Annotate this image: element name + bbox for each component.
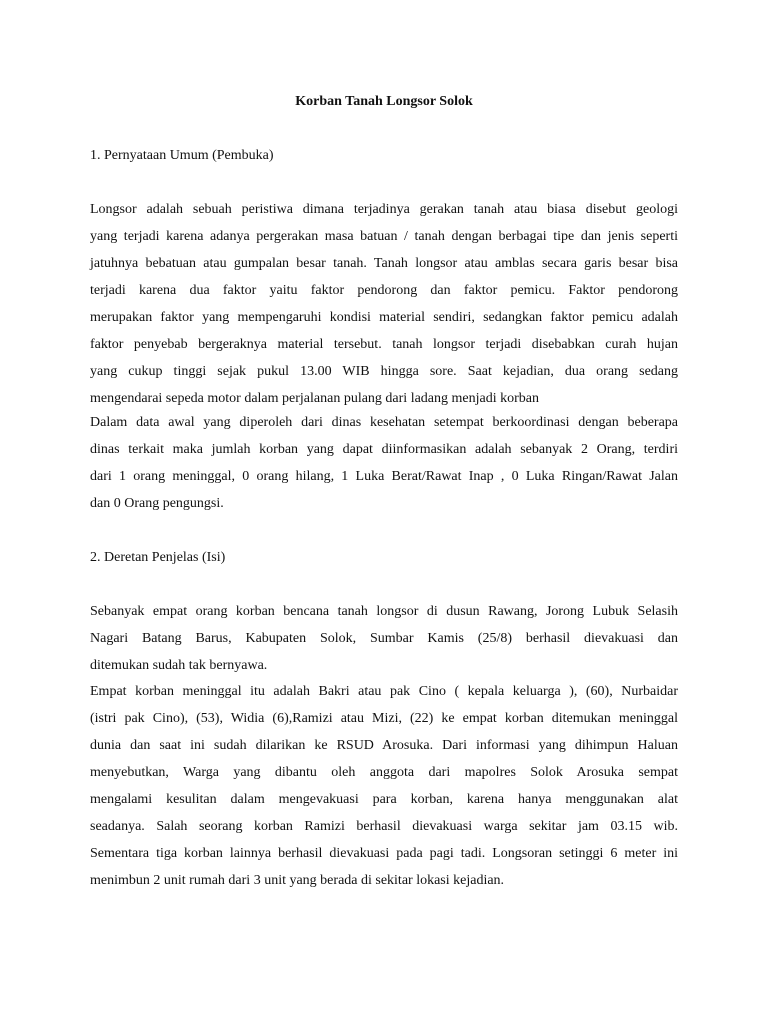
section-1-line: merupakan faktor yang mempengaruhi kondisi material sendiri, sedangkan faktor pemicu adalah: [90, 310, 678, 325]
section-1-line: mengendarai sepeda motor dalam perjalanan pulang dari ladang menjadi korban: [90, 391, 539, 406]
section-2-line: Sementara tiga korban lainnya berhasil dievakuasi pada pagi tadi. Longsoran setinggi 6 meter ini: [90, 846, 678, 861]
section-1-line: dari 1 orang meninggal, 0 orang hilang, 1 Luka Berat/Rawat Inap , 0 Luka Ringan/Rawat Jalan: [90, 469, 678, 484]
section-1-line: yang cukup tinggi sejak pukul 13.00 WIB hingga sore. Saat kejadian, dua orang sedang: [90, 364, 678, 379]
section-2-line: Sebanyak empat orang korban bencana tanah longsor di dusun Rawang, Jorong Lubuk Selasih: [90, 604, 678, 619]
section-1-line: Longsor adalah sebuah peristiwa dimana terjadinya gerakan tanah atau biasa disebut geologi: [90, 202, 678, 217]
section-2-line: dunia dan saat ini sudah dilarikan ke RSUD Arosuka. Dari informasi yang dihimpun Haluan: [90, 738, 678, 753]
section-2-line: menyebutkan, Warga yang dibantu oleh anggota dari mapolres Solok Arosuka sempat: [90, 765, 678, 780]
section-2-line: (istri pak Cino), (53), Widia (6),Ramizi atau Mizi, (22) ke empat korban ditemukan meninggal: [90, 711, 678, 726]
section-2-line: Nagari Batang Barus, Kabupaten Solok, Sumbar Kamis (25/8) berhasil dievakuasi dan: [90, 631, 678, 646]
section-2-heading: 2. Deretan Penjelas (Isi): [90, 550, 226, 565]
section-2-line: ditemukan sudah tak bernyawa.: [90, 658, 268, 673]
section-2-line: Empat korban meninggal itu adalah Bakri atau pak Cino ( kepala keluarga ), (60), Nurbaidar: [90, 684, 678, 699]
section-1-line: jatuhnya bebatuan atau gumpalan besar tanah. Tanah longsor atau amblas secara garis besar bisa: [90, 256, 678, 271]
section-1-line: Dalam data awal yang diperoleh dari dinas kesehatan setempat berkoordinasi dengan beberapa: [90, 415, 678, 430]
section-2-line: seadanya. Salah seorang korban Ramizi berhasil dievakuasi warga sekitar jam 03.15 wib.: [90, 819, 678, 834]
document-title: Korban Tanah Longsor Solok: [295, 94, 473, 109]
section-1-line: dan 0 Orang pengungsi.: [90, 496, 224, 511]
section-1-line: yang terjadi karena adanya pergerakan masa batuan / tanah dengan berbagai tipe dan jenis seperti: [90, 229, 678, 244]
section-1-line: dinas terkait maka jumlah korban yang dapat diinformasikan adalah sebanyak 2 Orang, terdiri: [90, 442, 678, 457]
section-2-line: menimbun 2 unit rumah dari 3 unit yang berada di sekitar lokasi kejadian.: [90, 873, 505, 888]
section-1-line: faktor penyebab bergeraknya material tersebut. tanah longsor terjadi disebabkan curah hujan: [90, 337, 678, 352]
section-1-line: terjadi karena dua faktor yaitu faktor pendorong dan faktor pemicu. Faktor pendorong: [90, 283, 678, 298]
section-2-line: mengalami kesulitan dalam mengevakuasi para korban, karena hanya menggunakan alat: [90, 792, 678, 807]
section-1-heading: 1. Pernyataan Umum (Pembuka): [90, 148, 274, 163]
